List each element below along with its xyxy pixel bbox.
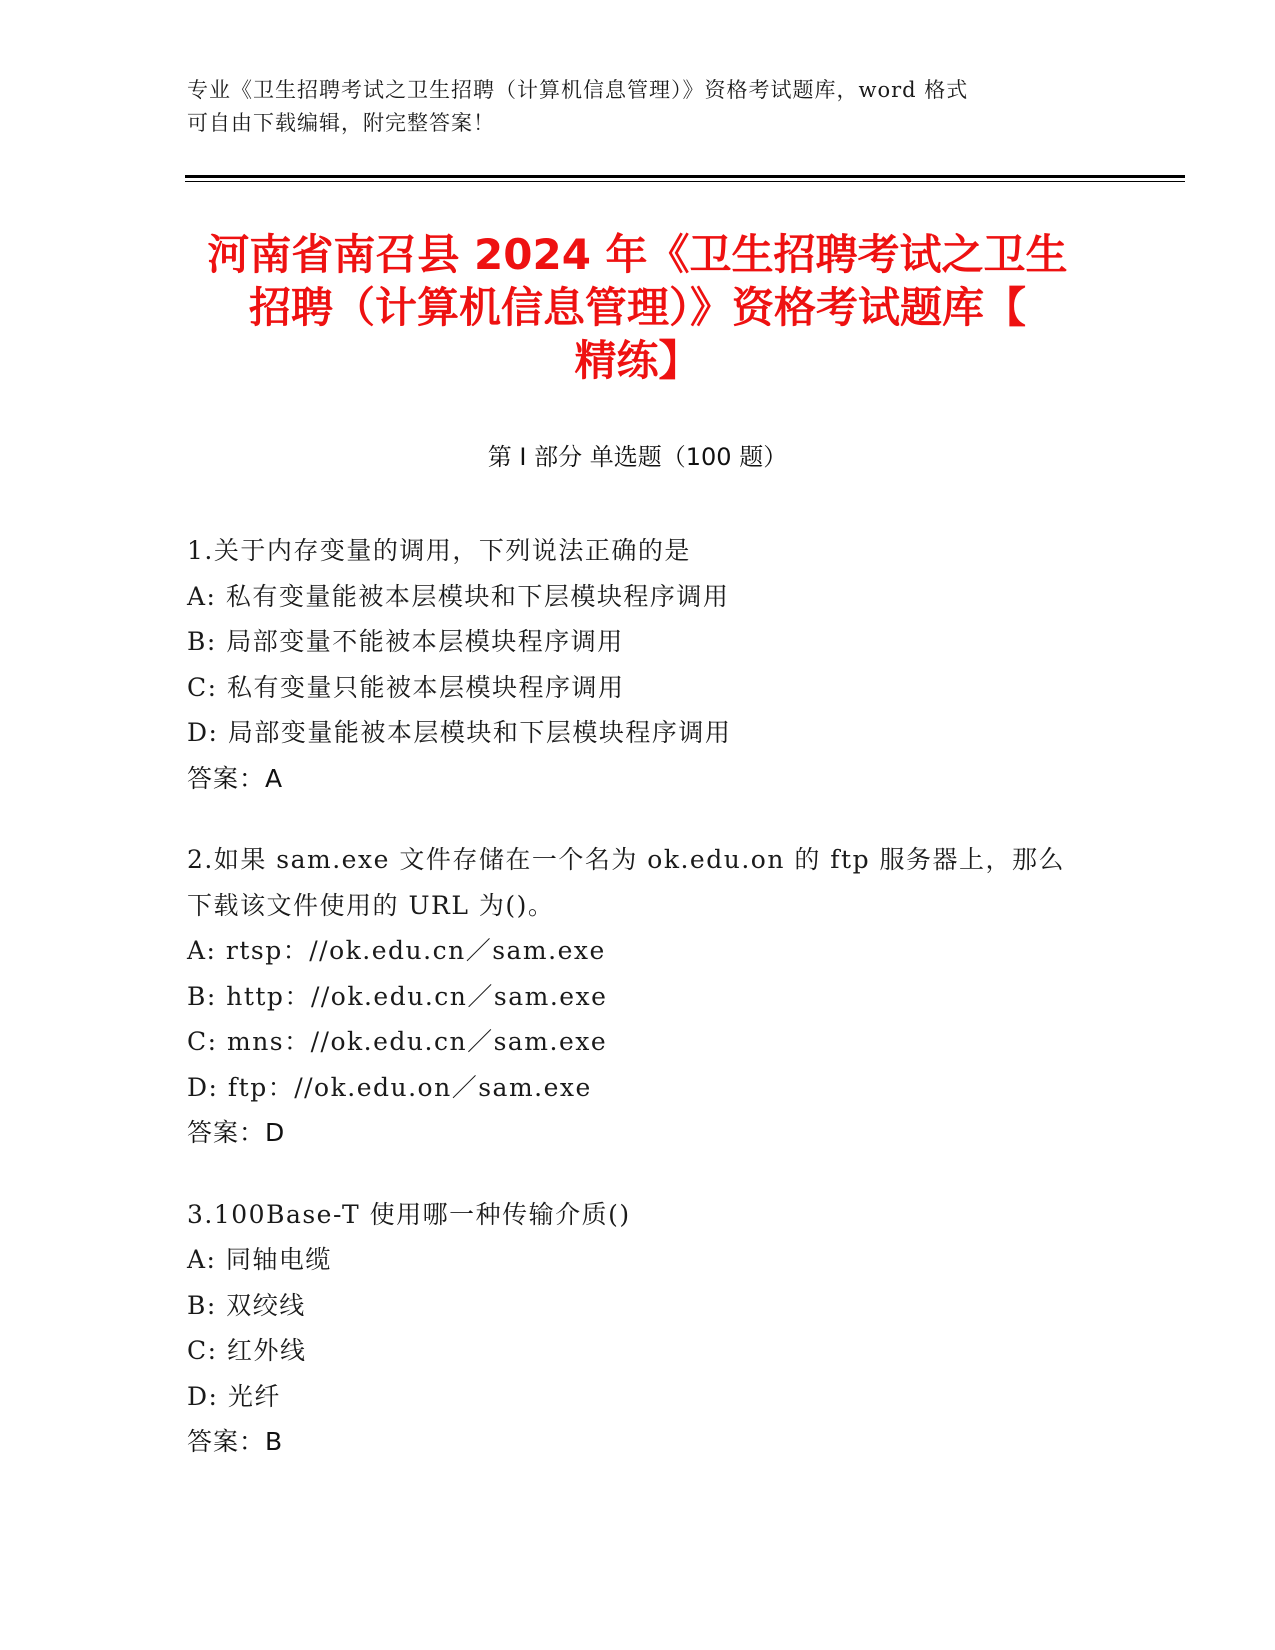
question-1 (187, 528, 1087, 801)
option-b: B: 双绞线 (187, 1290, 306, 1320)
option-d: D: 光纤 (187, 1381, 281, 1411)
option-b: B: http：//ok.edu.cn／sam.exe (187, 981, 608, 1011)
header-note (187, 74, 1087, 140)
document-title-line-3: 精练】 (574, 336, 701, 385)
option-d: D: ftp：//ok.edu.on／sam.exe (187, 1072, 592, 1102)
option-c: C: mns：//ok.edu.cn／sam.exe (187, 1027, 608, 1056)
option-a: A: 同轴电缆 (187, 1245, 332, 1274)
option-a: A: 私有变量能被本层模块和下层模块程序调用 (187, 581, 730, 611)
answer-line: 答案：A (187, 763, 284, 793)
header-rule-thick (185, 175, 1185, 178)
document-title (170, 228, 1105, 387)
header-rule-thin (185, 181, 1185, 182)
option-c: C: 红外线 (187, 1336, 307, 1365)
question-3 (187, 1192, 1087, 1465)
question-stem: 1.关于内存变量的调用，下列说法正确的是 (187, 536, 691, 565)
option-b: B: 局部变量不能被本层模块程序调用 (187, 627, 624, 656)
question-stem: 3.100Base-T 使用哪一种传输介质() (187, 1199, 631, 1229)
question-2 (187, 837, 1087, 1156)
answer-line: 答案：D (187, 1118, 286, 1147)
document-title-line-2: 招聘（计算机信息管理）》资格考试题库【 (248, 283, 1026, 332)
header-note-line-1: 专业《卫生招聘考试之卫生招聘（计算机信息管理）》资格考试题库，word 格式 (187, 78, 969, 102)
option-c: C: 私有变量只能被本层模块程序调用 (187, 672, 625, 702)
answer-line: 答案：B (187, 1427, 284, 1456)
option-d: D: 局部变量能被本层模块和下层模块程序调用 (187, 718, 732, 747)
header-note-line-2: 可自由下载编辑，附完整答案！ (187, 111, 495, 135)
section-heading: 第 I 部分 单选题（100 题） (487, 443, 788, 471)
option-a: A: rtsp：//ok.edu.cn／sam.exe (187, 936, 606, 965)
question-stem: 2.如果 sam.exe 文件存储在一个名为 ok.edu.on 的 ftp 服务器上，那么下载该文件使用的 URL 为()。 (187, 845, 1066, 920)
document-title-line-1: 河南省南召县 2024 年《卫生招聘考试之卫生 (207, 230, 1068, 279)
question-list (187, 528, 1087, 1501)
